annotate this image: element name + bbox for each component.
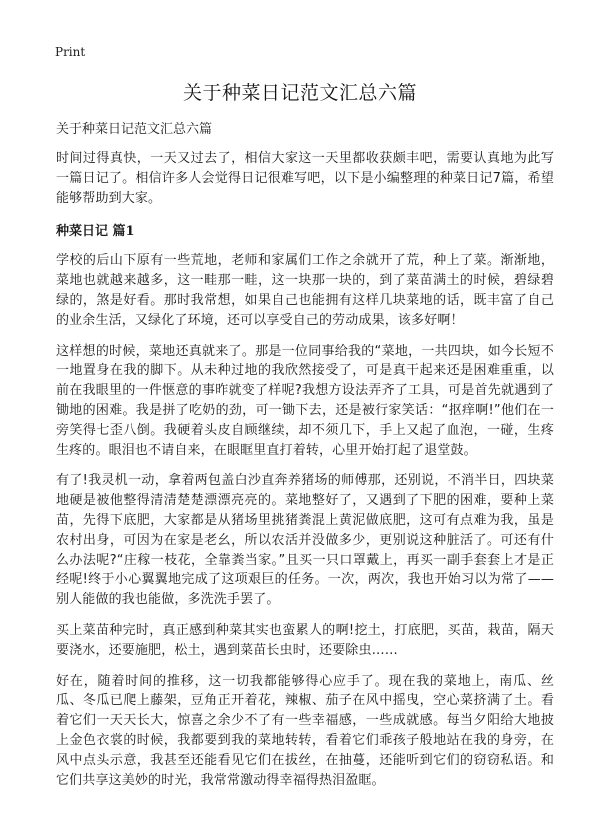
article-body xyxy=(56,120,554,801)
section-paragraph: 学校的后山下原有一些荒地，老师和家属们工作之余就开了荒，种上了菜。渐渐地，菜地也就越来越多，这一畦那一畦，这一块那一块的，到了菜苗满土的时候，碧绿碧绿的，煞是好看。那时我常想，如果自己也能拥有这样几块菜地的话，既丰富了自己的业余生活，又绿化了环境，还可以享受自己的劳动成果，该多好啊！ xyxy=(56,253,554,328)
print-link[interactable]: Print xyxy=(55,45,86,59)
intro-paragraph: 时间过得真快，一天又过去了，相信大家这一天里都收获颇丰吧，需要认真地为此写一篇日记了。相信许多人会觉得日记很难写吧，以下是小编整理的种菜日记7篇，希望能够帮助到大家。 xyxy=(56,151,554,206)
section-paragraph: 买上菜苗种完时，真正感到种菜其实也蛮累人的啊!挖土，打底肥，买苗，栽苗，隔天要浇水，还要施肥，松土，遇到菜苗长虫时，还要除虫…… xyxy=(56,622,554,658)
section-paragraph: 好在，随着时间的推移，这一切我都能够得心应手了。现在我的菜地上，南瓜、丝瓜、冬瓜已爬上藤架，豆角正开着花，辣椒、茄子在风中摇曳，空心菜挤满了土。看着它们一天天长大，惊喜之余少不了有一些幸福感，一些成就感。每当夕阳给大地披上金色衣裳的时候，我都要到我的菜地转转，看着它们乖孩子般地站在我的身旁，在风中点头示意，我甚至还能看见它们在拔丝，在抽蔓，还能听到它们的窃窃私语。和它们共享这美妙的时光，我常常激动得幸福得热泪盈眶。 xyxy=(56,673,554,788)
section-heading: 种菜日记 篇1 xyxy=(56,224,135,240)
section-paragraph: 有了!我灵机一动，拿着两包盖白沙直奔养猪场的师傅那，还别说，不消半日，四块菜地硬是被他整得清清楚楚漂漂亮亮的。菜地整好了，又遇到了下肥的困难，要种上菜苗，先得下底肥，大家都是从猪场里挑猪粪混上黄泥做底肥，这可有点难为我，虽是农村出身，可因为在家是老幺，所以农活并没做多少，更别说这种脏活了。可还有什么办法呢?“庄稼一枝花，全靠粪当家。”且买一只口罩戴上，再买一副手套套上才是正经呢!终于小心翼翼地完成了这项艰巨的任务。一次，两次，我也开始习以为常了——别人能做的我也能做，多洗洗手罢了。 xyxy=(56,473,554,608)
section-paragraph: 这样想的时候，菜地还真就来了。那是一位同事给我的“菜地，一共四块，如今长短不一地置身在我的脚下。从未种过地的我欣然接受了，可是真干起来还是困难重重，以前在我眼里的一件惬意的事昨就变了样呢?我想方设法弄齐了工具，可是首先就遇到了锄地的困难。我是拼了吃奶的劲，可一锄下去，还是被行家笑话：“抠痒啊!”他们在一旁笑得七歪八倒。我硬着头皮自顾继续，却不须几下，手上又起了血泡，一碰，生疼生疼的。眼泪也不请自来，在眼眶里直打着转，心里开始打起了退堂鼓。 xyxy=(56,343,554,458)
article-subtitle: 关于种菜日记范文汇总六篇 xyxy=(56,122,213,137)
page-title: 关于种菜日记范文汇总六篇 xyxy=(182,82,417,104)
